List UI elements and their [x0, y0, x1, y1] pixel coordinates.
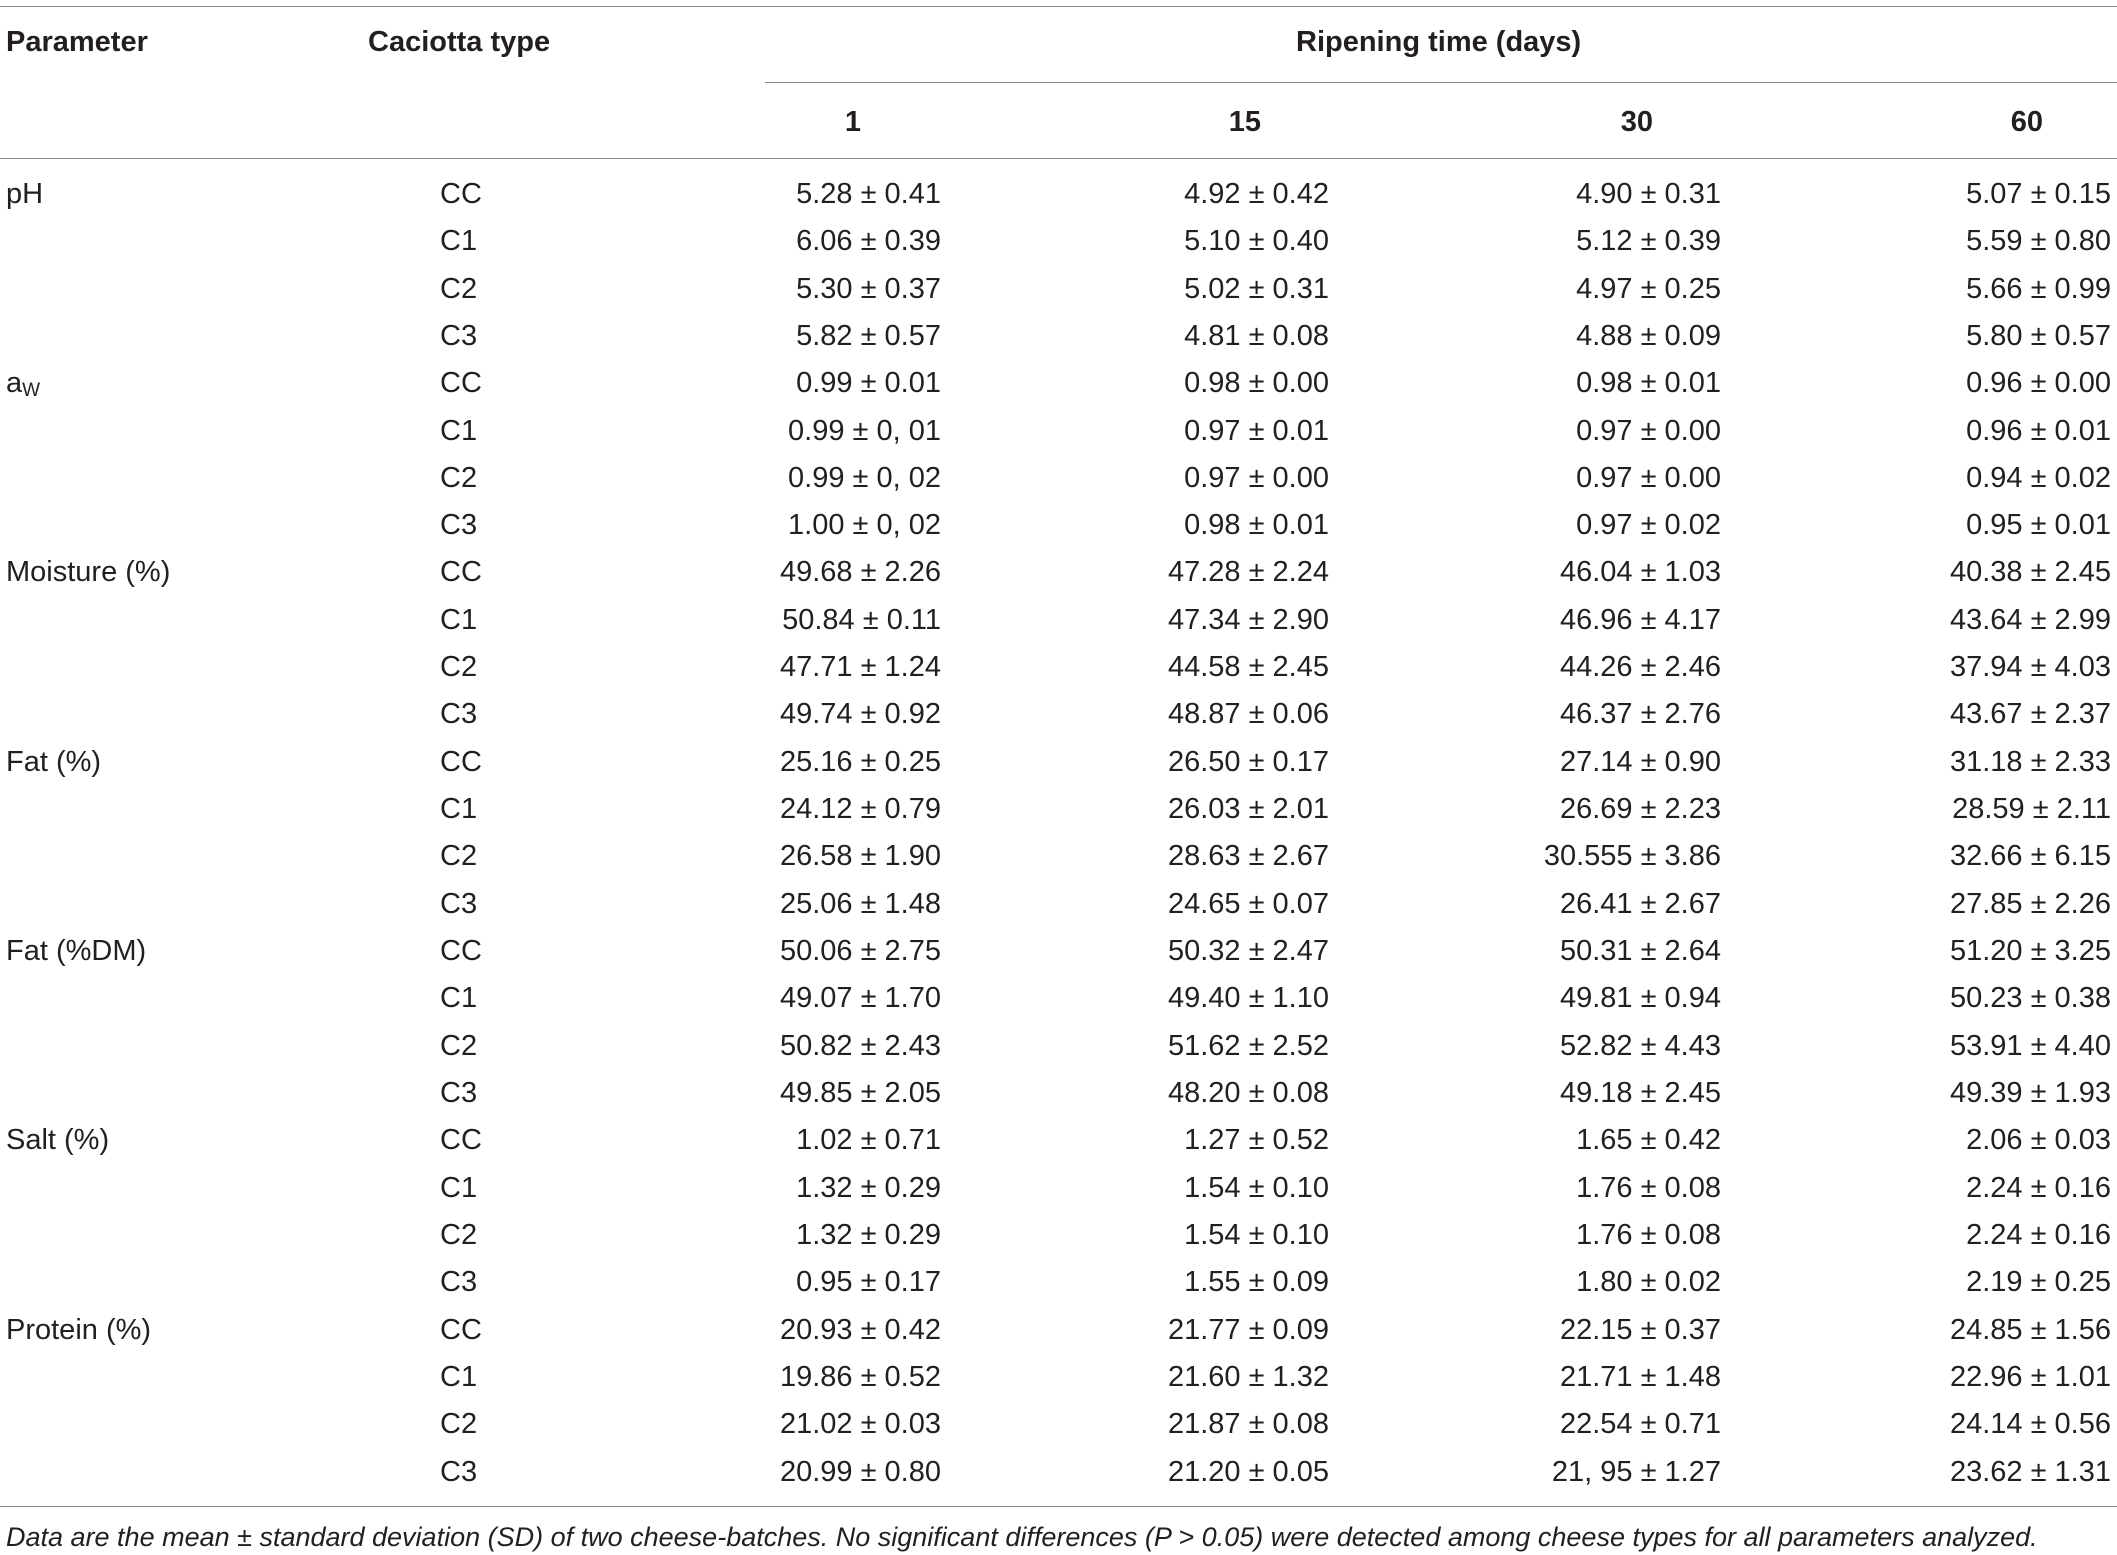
value-cell: 5.66 ± 0.99: [1966, 273, 2111, 305]
value-cell: 47.34 ± 2.90: [1167, 604, 1329, 636]
value-cell: 1.02 ± 0.71: [796, 1124, 941, 1156]
caciotta-type: C1: [440, 1361, 478, 1393]
caciotta-type: C3: [440, 1266, 478, 1298]
caciotta-type: C1: [440, 415, 478, 447]
value-cell: 21.87 ± 0.08: [1167, 1408, 1329, 1440]
value-cell: 48.87 ± 0.06: [1167, 698, 1329, 730]
value-cell: 1.76 ± 0.08: [1576, 1219, 1721, 1251]
value-cell: 0.95 ± 0.01: [1966, 509, 2111, 541]
value-cell: 20.93 ± 0.42: [779, 1314, 941, 1346]
parameter-label: Fat (%): [6, 746, 102, 778]
value-cell: 1.32 ± 0.29: [796, 1172, 941, 1204]
value-cell: 40.38 ± 2.45: [1949, 556, 2111, 588]
top-rule: [0, 6, 2117, 7]
value-cell: 49.40 ± 1.10: [1167, 982, 1329, 1014]
header-day-15: 15: [1228, 106, 1261, 138]
caciotta-type: C2: [440, 462, 478, 494]
header-day-1: 1: [844, 106, 861, 138]
value-cell: 5.30 ± 0.37: [796, 273, 941, 305]
parameter-label: pH: [6, 178, 44, 210]
value-cell: 1.65 ± 0.42: [1576, 1124, 1721, 1156]
value-cell: 50.84 ± 0.11: [782, 604, 941, 636]
value-cell: 0.97 ± 0.00: [1576, 415, 1721, 447]
value-cell: 1.27 ± 0.52: [1184, 1124, 1329, 1156]
value-cell: 0.94 ± 0.02: [1966, 462, 2111, 494]
caciotta-type: CC: [440, 367, 482, 399]
caciotta-type: C3: [440, 698, 478, 730]
value-cell: 24.12 ± 0.79: [779, 793, 941, 825]
value-cell: 26.41 ± 2.67: [1559, 888, 1721, 920]
value-cell: 24.85 ± 1.56: [1949, 1314, 2111, 1346]
value-cell: 49.74 ± 0.92: [779, 698, 941, 730]
value-cell: 19.86 ± 0.52: [779, 1361, 941, 1393]
value-cell: 0.97 ± 0.02: [1576, 509, 1721, 541]
caciotta-type: C1: [440, 225, 478, 257]
value-cell: 0.98 ± 0.01: [1184, 509, 1329, 541]
value-cell: 26.69 ± 2.23: [1559, 793, 1721, 825]
value-cell: 5.10 ± 0.40: [1184, 225, 1329, 257]
value-cell: 0.96 ± 0.00: [1966, 367, 2111, 399]
value-cell: 1.54 ± 0.10: [1184, 1172, 1329, 1204]
value-cell: 1.55 ± 0.09: [1184, 1266, 1329, 1298]
value-cell: 48.20 ± 0.08: [1167, 1077, 1329, 1109]
value-cell: 49.68 ± 2.26: [779, 556, 941, 588]
parameter-subscript: W: [22, 380, 41, 401]
caciotta-type: CC: [440, 556, 482, 588]
value-cell: 26.03 ± 2.01: [1167, 793, 1329, 825]
value-cell: 4.97 ± 0.25: [1576, 273, 1721, 305]
value-cell: 43.64 ± 2.99: [1949, 604, 2111, 636]
value-cell: 32.66 ± 6.15: [1949, 840, 2111, 872]
value-cell: 2.06 ± 0.03: [1966, 1124, 2111, 1156]
header-day-60: 60: [2010, 106, 2043, 138]
parameter-base: a: [6, 367, 23, 399]
value-cell: 47.28 ± 2.24: [1167, 556, 1329, 588]
caciotta-type: C3: [440, 509, 478, 541]
value-cell: 4.88 ± 0.09: [1576, 320, 1721, 352]
caciotta-type: C1: [440, 604, 478, 636]
caciotta-type: CC: [440, 935, 482, 967]
value-cell: 1.80 ± 0.02: [1576, 1266, 1721, 1298]
value-cell: 47.71 ± 1.24: [779, 651, 941, 683]
value-cell: 21.60 ± 1.32: [1167, 1361, 1329, 1393]
value-cell: 22.15 ± 0.37: [1559, 1314, 1721, 1346]
value-cell: 50.32 ± 2.47: [1167, 935, 1329, 967]
value-cell: 22.54 ± 0.71: [1559, 1408, 1721, 1440]
value-cell: 26.50 ± 0.17: [1167, 746, 1329, 778]
value-cell: 52.82 ± 4.43: [1559, 1030, 1721, 1062]
value-cell: 46.96 ± 4.17: [1559, 604, 1721, 636]
value-cell: 50.82 ± 2.43: [779, 1030, 941, 1062]
value-cell: 25.16 ± 0.25: [779, 746, 941, 778]
value-cell: 1.32 ± 0.29: [796, 1219, 941, 1251]
value-cell: 46.37 ± 2.76: [1559, 698, 1721, 730]
value-cell: 22.96 ± 1.01: [1949, 1361, 2111, 1393]
value-cell: 49.81 ± 0.94: [1559, 982, 1721, 1014]
header-parameter: Parameter: [6, 26, 148, 58]
value-cell: 1.00 ± 0, 02: [788, 509, 941, 541]
caciotta-type: C3: [440, 888, 478, 920]
value-cell: 24.65 ± 0.07: [1167, 888, 1329, 920]
value-cell: 21.20 ± 0.05: [1167, 1456, 1329, 1488]
value-cell: 0.97 ± 0.00: [1184, 462, 1329, 494]
caciotta-type: C2: [440, 651, 478, 683]
caciotta-type: CC: [440, 746, 482, 778]
value-cell: 4.92 ± 0.42: [1184, 178, 1329, 210]
value-cell: 2.24 ± 0.16: [1966, 1219, 2111, 1251]
parameter-label: Fat (%DM): [6, 935, 147, 967]
caciotta-type: C1: [440, 793, 478, 825]
caciotta-type: C2: [440, 1408, 478, 1440]
value-cell: 49.85 ± 2.05: [779, 1077, 941, 1109]
caciotta-type: CC: [440, 1124, 482, 1156]
header-caciotta-type: Caciotta type: [368, 26, 551, 58]
value-cell: 4.90 ± 0.31: [1576, 178, 1721, 210]
ripening-rule: [765, 82, 2117, 83]
value-cell: 46.04 ± 1.03: [1559, 556, 1721, 588]
header-ripening-time: Ripening time (days): [1296, 26, 1582, 58]
value-cell: 5.59 ± 0.80: [1966, 225, 2111, 257]
value-cell: 0.97 ± 0.01: [1184, 415, 1329, 447]
value-cell: 31.18 ± 2.33: [1949, 746, 2111, 778]
caciotta-type: C1: [440, 982, 478, 1014]
caciotta-type: CC: [440, 178, 482, 210]
value-cell: 43.67 ± 2.37: [1949, 698, 2111, 730]
value-cell: 51.62 ± 2.52: [1167, 1030, 1329, 1062]
value-cell: 49.39 ± 1.93: [1949, 1077, 2111, 1109]
value-cell: 5.28 ± 0.41: [796, 178, 941, 210]
caciotta-type: C2: [440, 273, 478, 305]
value-cell: 51.20 ± 3.25: [1949, 935, 2111, 967]
value-cell: 50.31 ± 2.64: [1559, 935, 1721, 967]
value-cell: 20.99 ± 0.80: [779, 1456, 941, 1488]
value-cell: 25.06 ± 1.48: [779, 888, 941, 920]
caciotta-type: C2: [440, 840, 478, 872]
value-cell: 5.12 ± 0.39: [1576, 225, 1721, 257]
value-cell: 0.99 ± 0.01: [796, 367, 941, 399]
table-footnote: Data are the mean ± standard deviation (SD) of two cheese-batches. No significant differences (P > 0.05) were detected among cheese types for all parameters analyzed.: [6, 1522, 2038, 1552]
value-cell: 5.80 ± 0.57: [1966, 320, 2111, 352]
value-cell: 21.77 ± 0.09: [1167, 1314, 1329, 1346]
parameter-label: Protein (%): [6, 1314, 152, 1346]
caciotta-type: C2: [440, 1219, 478, 1251]
value-cell: 2.24 ± 0.16: [1966, 1172, 2111, 1204]
caciotta-type: C2: [440, 1030, 478, 1062]
caciotta-type: C3: [440, 1077, 478, 1109]
value-cell: 5.02 ± 0.31: [1184, 273, 1329, 305]
value-cell: 0.97 ± 0.00: [1576, 462, 1721, 494]
value-cell: 44.58 ± 2.45: [1167, 651, 1329, 683]
value-cell: 28.63 ± 2.67: [1167, 840, 1329, 872]
caciotta-type: C1: [440, 1172, 478, 1204]
value-cell: 28.59 ± 2.11: [1952, 793, 2111, 825]
value-cell: 21.02 ± 0.03: [779, 1408, 941, 1440]
value-cell: 0.98 ± 0.00: [1184, 367, 1329, 399]
value-cell: 49.07 ± 1.70: [779, 982, 941, 1014]
value-cell: 2.19 ± 0.25: [1966, 1266, 2111, 1298]
value-cell: 50.23 ± 0.38: [1949, 982, 2111, 1014]
value-cell: 0.99 ± 0, 01: [788, 415, 941, 447]
caciotta-type: C3: [440, 320, 478, 352]
value-cell: 0.96 ± 0.01: [1966, 415, 2111, 447]
value-cell: 27.85 ± 2.26: [1949, 888, 2111, 920]
header-day-30: 30: [1620, 106, 1653, 138]
value-cell: 23.62 ± 1.31: [1949, 1456, 2111, 1488]
parameter-label: [6, 367, 41, 401]
value-cell: 50.06 ± 2.75: [779, 935, 941, 967]
value-cell: 27.14 ± 0.90: [1559, 746, 1721, 778]
caciotta-type: C3: [440, 1456, 478, 1488]
value-cell: 21, 95 ± 1.27: [1551, 1456, 1721, 1488]
parameter-label: Moisture (%): [6, 556, 171, 588]
parameter-label: Salt (%): [6, 1124, 110, 1156]
value-cell: 44.26 ± 2.46: [1559, 651, 1721, 683]
value-cell: 5.82 ± 0.57: [796, 320, 941, 352]
caciotta-type: CC: [440, 1314, 482, 1346]
value-cell: 0.98 ± 0.01: [1576, 367, 1721, 399]
value-cell: 37.94 ± 4.03: [1949, 651, 2111, 683]
value-cell: 26.58 ± 1.90: [779, 840, 941, 872]
value-cell: 4.81 ± 0.08: [1184, 320, 1329, 352]
value-cell: 0.99 ± 0, 02: [788, 462, 941, 494]
value-cell: 1.54 ± 0.10: [1184, 1219, 1329, 1251]
value-cell: 1.76 ± 0.08: [1576, 1172, 1721, 1204]
value-cell: 0.95 ± 0.17: [796, 1266, 941, 1298]
table-bottom-rule: [0, 1506, 2117, 1507]
value-cell: 53.91 ± 4.40: [1949, 1030, 2111, 1062]
value-cell: 30.555 ± 3.86: [1543, 840, 1721, 872]
value-cell: 24.14 ± 0.56: [1949, 1408, 2111, 1440]
value-cell: 49.18 ± 2.45: [1559, 1077, 1721, 1109]
value-cell: 5.07 ± 0.15: [1966, 178, 2111, 210]
header-bottom-rule: [0, 158, 2117, 159]
value-cell: 6.06 ± 0.39: [796, 225, 941, 257]
value-cell: 21.71 ± 1.48: [1559, 1361, 1721, 1393]
